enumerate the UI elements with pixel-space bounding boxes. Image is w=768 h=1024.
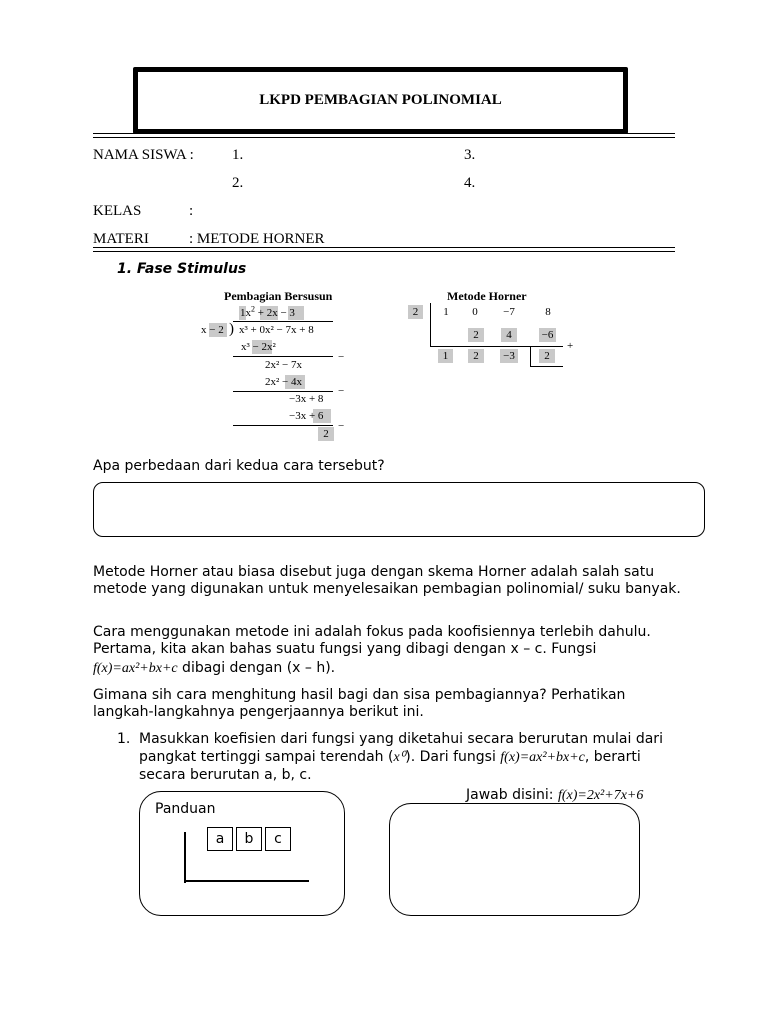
kelas-label: KELAS (93, 203, 142, 219)
coefficient: 1 (443, 306, 449, 318)
horner-result: −3 (500, 349, 518, 363)
step-row: 2x² − 7x (265, 359, 303, 371)
materi-value: : METODE HORNER (189, 231, 325, 247)
step-text: Masukkan koefisien dari fungsi yang diketahui secara berurutan mulai dari pangkat tertinggi sampai terendah (x⁰). Dari fungsi f(x)=ax²+bx+c, berarti secara berurutan a, b, c. (139, 731, 663, 783)
step-row: 2x² − 4x (265, 376, 303, 388)
materi-label: MATERI (93, 231, 149, 247)
horner-result: 2 (539, 349, 555, 363)
horner-middle: −6 (539, 328, 556, 342)
coefficient: 0 (472, 306, 478, 318)
page-title: LKPD PEMBAGIAN POLINOMIAL (259, 92, 502, 108)
quotient: $1x^2 + 2x - 3$ (240, 304, 295, 319)
student-slot-3: 3. (464, 147, 476, 163)
step-number: 1. (117, 731, 131, 747)
figure-title: Pembagian Bersusun (224, 289, 333, 303)
divider (93, 247, 675, 252)
coefficient: 8 (545, 306, 551, 318)
coefficient-cell-b: b (236, 827, 262, 851)
student-slot-2: 2. (232, 175, 244, 191)
jawab-answer-box[interactable] (389, 803, 640, 916)
title-box (133, 67, 628, 134)
step-row: x³ − 2x² (241, 341, 276, 353)
coefficient: −7 (503, 306, 515, 318)
paragraph: Gimana sih cara menghitung hasil bagi dan sisa pembagiannya? Perhatikan langkah-langkahnya pengerjaannya berikut ini. (93, 687, 626, 720)
divisor: x − 2 (201, 324, 224, 336)
question-text: Apa perbedaan dari kedua cara tersebut? (93, 458, 385, 474)
step-row: −3x + 6 (289, 410, 324, 422)
horner-middle: 4 (501, 328, 517, 342)
paragraph: Metode Horner atau biasa disebut juga dengan skema Horner adalah salah satu metode yang digunakan untuk menyelesaikan pembagian polinomial/ suku banyak. (93, 564, 681, 597)
coefficient-cell-c: c (265, 827, 291, 851)
remainder: 2 (318, 427, 334, 441)
panduan-box (139, 791, 345, 916)
horner-result: 2 (468, 349, 484, 363)
student-slot-1: 1. (232, 147, 244, 163)
paragraph: Cara menggunakan metode ini adalah fokus pada koofisiennya terlebih dahulu. Pertama, kita akan bahas suatu fungsi yang dibagi dengan x – c. Fungsi f(x)=ax²+bx+c dibagi dengan (x – h). (93, 624, 651, 676)
coefficient-cell-a: a (207, 827, 233, 851)
panduan-label: Panduan (155, 801, 216, 817)
kelas-value: : (189, 203, 194, 219)
answer-box[interactable] (93, 482, 705, 537)
divider (93, 133, 675, 138)
step-row: −3x + 8 (289, 393, 324, 405)
horner-root: 2 (408, 305, 423, 319)
dividend: x³ + 0x² − 7x + 8 (239, 324, 314, 336)
jawab-label: Jawab disini: f(x)=2x²+7x+6 (466, 787, 644, 803)
section-heading: 1. Fase Stimulus (117, 261, 247, 277)
horner-middle: 2 (468, 328, 484, 342)
figure-title: Metode Horner (447, 289, 527, 303)
nama-label: NAMA SISWA : (93, 147, 194, 163)
horner-result: 1 (438, 349, 453, 363)
student-slot-4: 4. (464, 175, 476, 191)
